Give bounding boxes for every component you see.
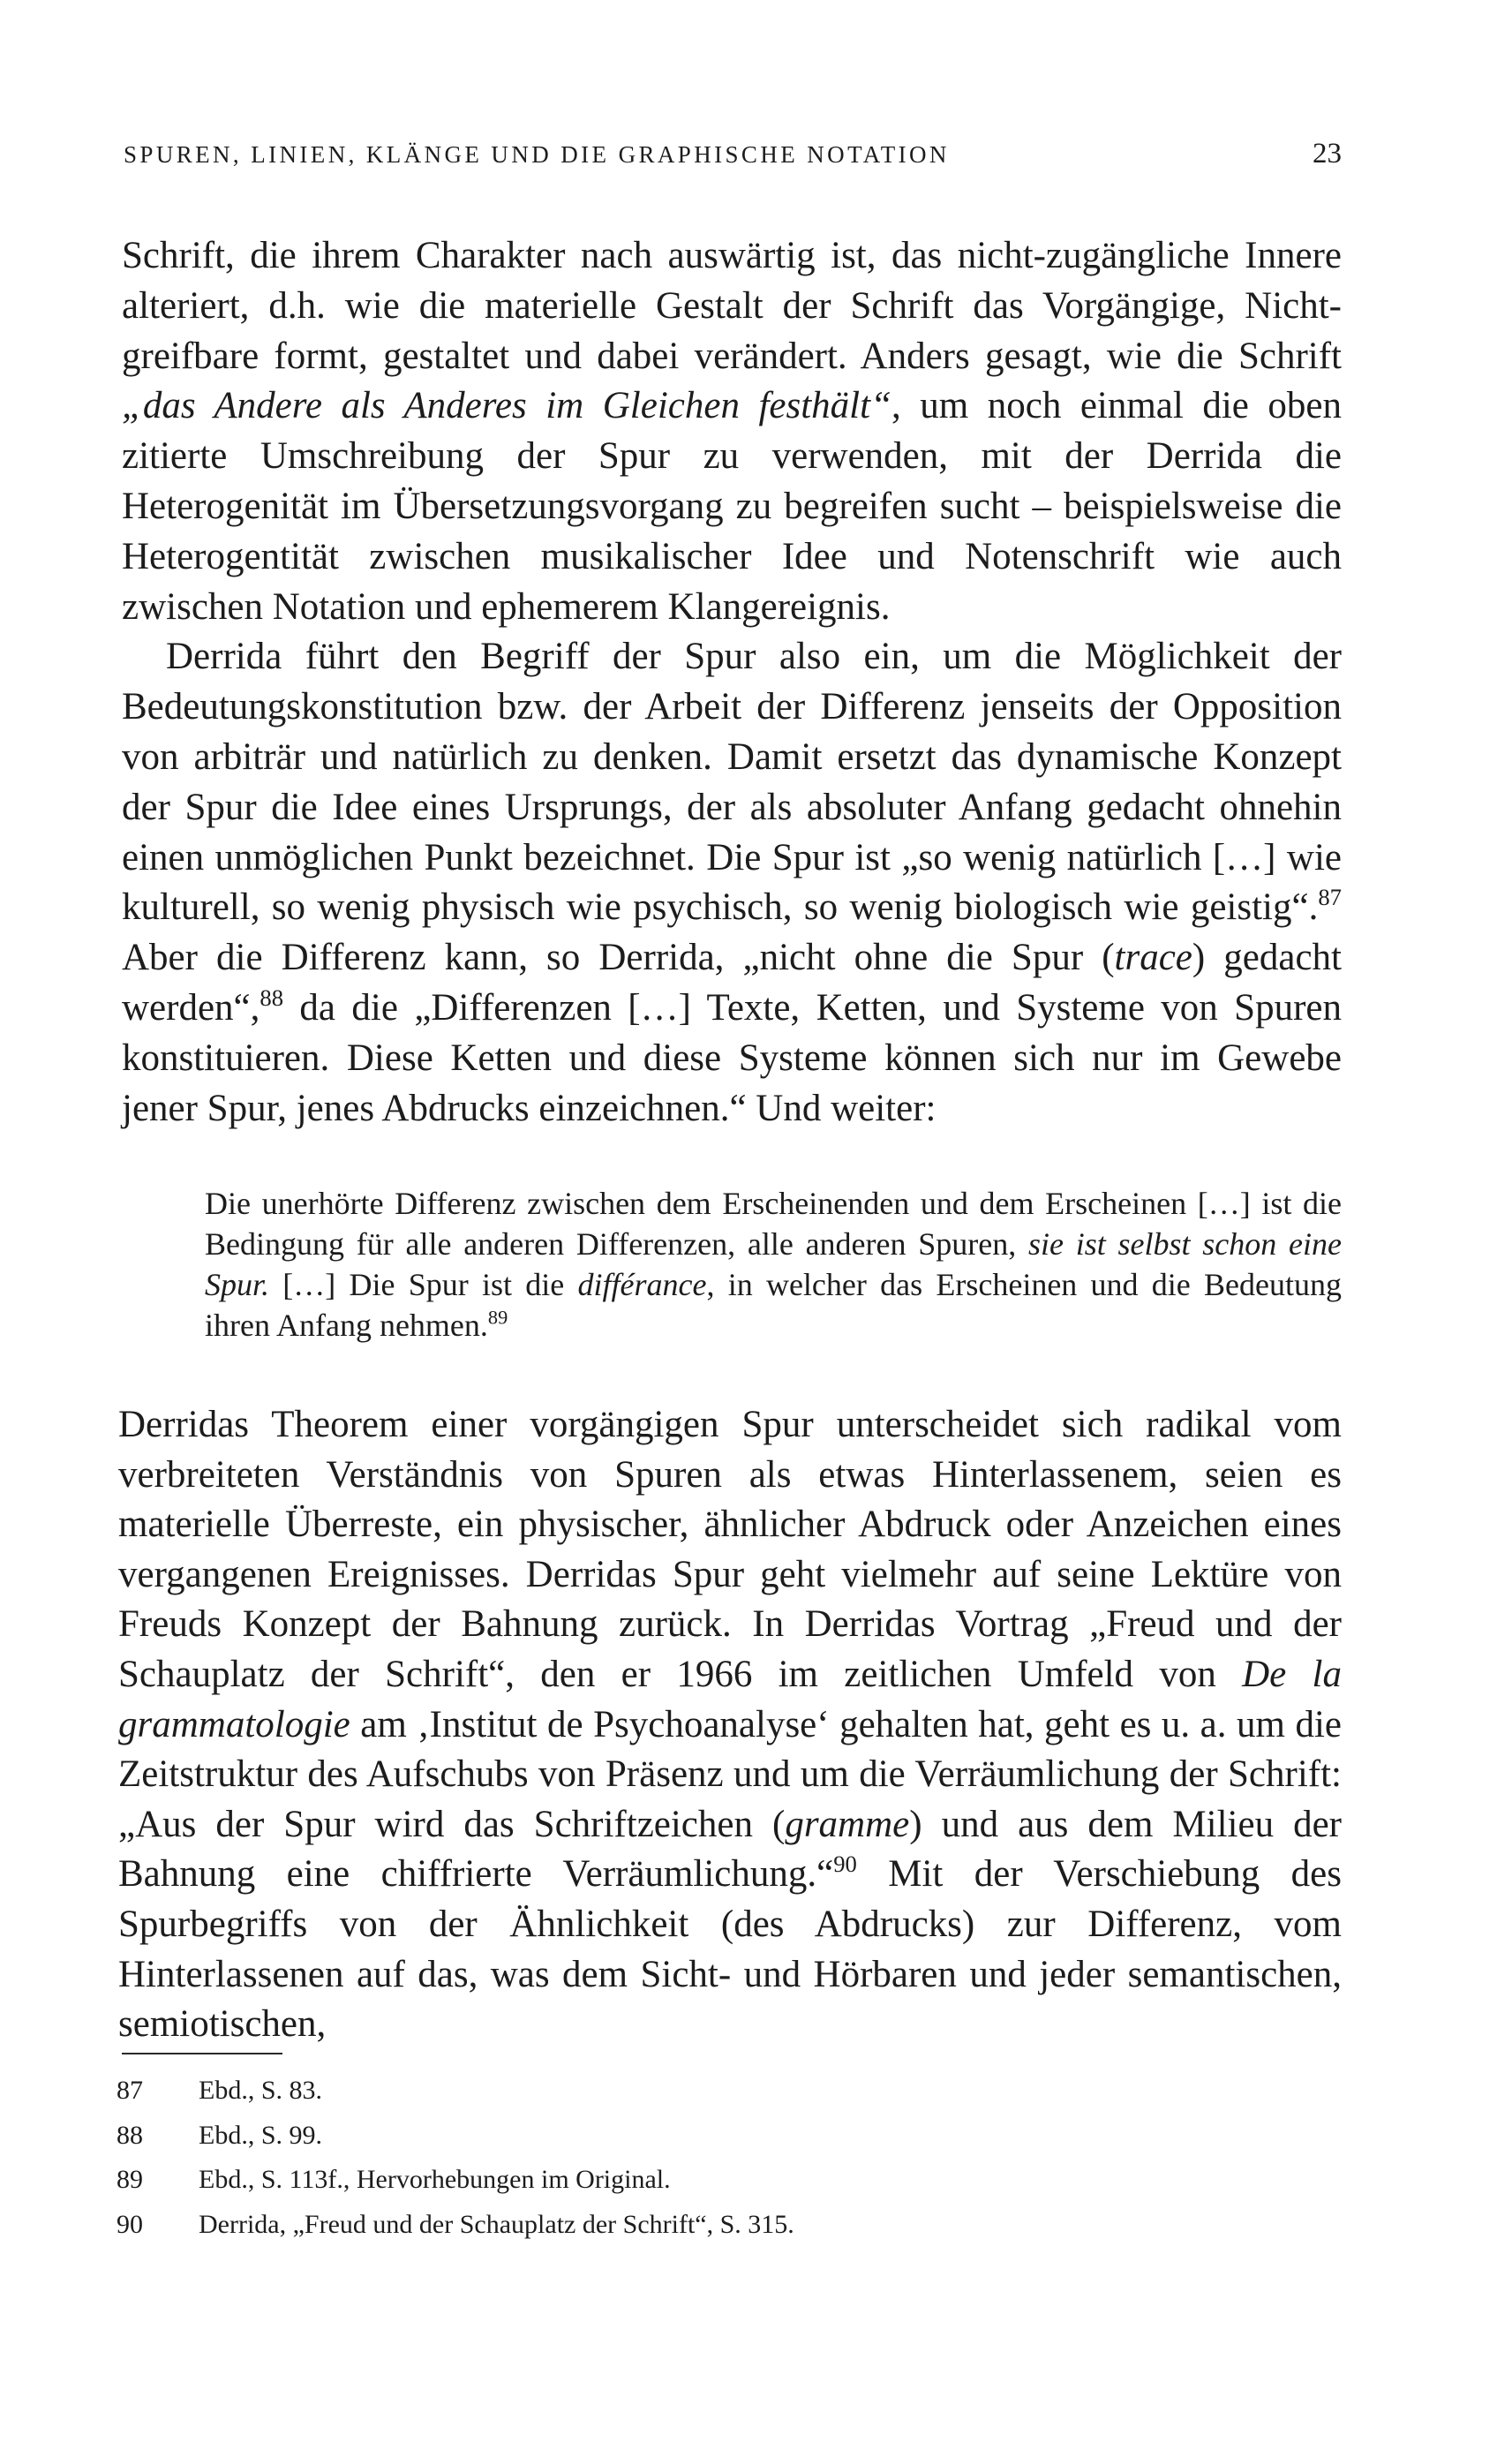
paragraph-2: [122, 632, 1342, 1134]
block-quote-italic-b: différance: [577, 1267, 707, 1302]
paragraph-2-text-b: Aber die Differenz kann, so Derrida, „nicht ohne die Spur (: [122, 937, 1115, 979]
footnote-divider: [122, 2053, 282, 2054]
footnote-number: 90: [117, 2209, 143, 2239]
page-number: 23: [1313, 138, 1342, 170]
footnote-text: Ebd., S. 113f., Hervorhebungen im Original.: [199, 2165, 671, 2194]
paragraph-3-italic-b: gramme: [785, 1803, 910, 1845]
block-quote: [205, 1183, 1342, 1346]
footnote-ref-88[interactable]: 88: [260, 984, 284, 1011]
footnote-number: 88: [117, 2120, 143, 2150]
paragraph-2-text-c: ) gedacht werden“,: [122, 937, 1342, 1029]
footnote-88: [117, 2114, 1264, 2159]
main-text-lower: [118, 1400, 1342, 2050]
footnote-text: Ebd., S. 83.: [199, 2076, 323, 2105]
paragraph-2-text-a: Derrida führt den Begriff der Spur also ein, um die Möglichkeit der Bedeutungskonstitution bzw. der Arbeit der Differenz jenseits der Opposition von arbiträr und natürlich zu denken. Damit ersetzt das dynamische Konzept der Spur die Idee eines Ursprungs, der als absoluter Anfang gedacht ohnehin einen unmöglichen Punkt bezeichnet. Die Spur ist „so wenig natürlich […] wie kulturell, so wenig physisch wie psychisch, so wenig biologisch wie geistig“.: [122, 636, 1342, 929]
paragraph-1: [122, 231, 1342, 632]
footnote-90: [117, 2203, 1264, 2248]
footnote-ref-87[interactable]: 87: [1318, 884, 1342, 911]
footnote-ref-89[interactable]: 89: [487, 1306, 508, 1329]
paragraph-1-text-b: , um noch einmal die oben zitierte Umschreibung der Spur zu verwenden, mit der Derrida die Heterogenität im Übersetzungsvorgang zu begreifen sucht – beispielsweise die Heterogentität zwischen musikalischer Idee und Notenschrift wie auch zwischen Notation und ephemerem Klangereignis.: [122, 385, 1342, 628]
block-quote-italic-a: sie ist selbst schon eine Spur.: [205, 1226, 1342, 1302]
paragraph-3-text-c: ) und aus dem Milieu der Bahnung eine chiffrierte Verräumlichung.“: [118, 1803, 1342, 1896]
running-head: [124, 138, 1342, 177]
paragraph-3-italic-a: De la grammatologie: [118, 1653, 1342, 1745]
footnote-number: 89: [117, 2165, 143, 2194]
paragraph-2-trace: trace: [1114, 937, 1192, 979]
paragraph-2-text-d: da die „Differenzen […] Texte, Ketten, und Systeme von Spuren konstituieren. Diese Ketten und diese Systeme können sich nur im Gewebe jener Spur, jenes Abdrucks einzeichnen.“ Und weiter:: [122, 986, 1342, 1129]
footnote-ref-90[interactable]: 90: [833, 1851, 857, 1878]
footnote-text: Derrida, „Freud und der Schauplatz der Schrift“, S. 315.: [199, 2209, 794, 2239]
main-text-upper: [122, 231, 1342, 1134]
paragraph-3-text-a: Derridas Theorem einer vorgängigen Spur unterscheidet sich radikal vom verbreiteten Verständnis von Spuren als etwas Hinterlassenem, seien es materielle Überreste, ein physischer, ähnlicher Abdruck oder Anzeichen eines vergangenen Ereignisses. Derridas Spur geht vielmehr auf seine Lektüre von Freuds Konzept der Bahnung zurück. In Derridas Vortrag „Freud und der Schauplatz der Schrift“, den er 1966 im zeitlichen Umfeld von: [118, 1404, 1342, 1695]
footnote-87: [117, 2069, 1264, 2114]
paragraph-3-text-b: am ‚Institut de Psychoanalyse‘ gehalten hat, geht es u. a. um die Zeitstruktur des Aufschubs von Präsenz und um die Verräumlichung der Schrift: „Aus der Spur wird das Schriftzeichen (: [118, 1703, 1342, 1845]
paragraph-1-text-a: Schrift, die ihrem Charakter nach auswärtig ist, das nicht-zugängliche Innere alteriert, d.h. wie die materielle Gestalt der Schrift das Vorgängige, Nicht-greifbare formt, gestaltet und dabei verändert. Anders gesagt, wie die Schrift: [122, 235, 1342, 377]
paragraph-1-quote: „das Andere als Anderes im Gleichen festhält“: [122, 385, 891, 427]
footnote-text: Ebd., S. 99.: [199, 2120, 323, 2150]
footnotes: [117, 2069, 1264, 2247]
footnote-89: [117, 2158, 1264, 2203]
paragraph-3-text-d: Mit der Verschiebung des Spurbegriffs von der Ähnlichkeit (des Abdrucks) zur Differenz, vom Hinterlassenen auf das, was dem Sicht- und Hörbaren und jeder semantischen, semiotischen,: [118, 1853, 1342, 2046]
block-quote-text-a: Die unerhörte Differenz zwischen dem Erscheinenden und dem Erscheinen […] ist die Bedingung für alle anderen Differenzen, alle anderen Spuren,: [205, 1186, 1342, 1262]
block-quote-text-c: , in welcher das Erscheinen und die Bedeutung ihren Anfang nehmen.: [205, 1267, 1342, 1343]
block-quote-text-b: […] Die Spur ist die: [269, 1267, 578, 1302]
running-head-title: SPUREN, LINIEN, KLÄNGE UND DIE GRAPHISCHE NOTATION: [124, 141, 950, 168]
paragraph-3: [118, 1400, 1342, 2050]
footnote-number: 87: [117, 2076, 143, 2105]
